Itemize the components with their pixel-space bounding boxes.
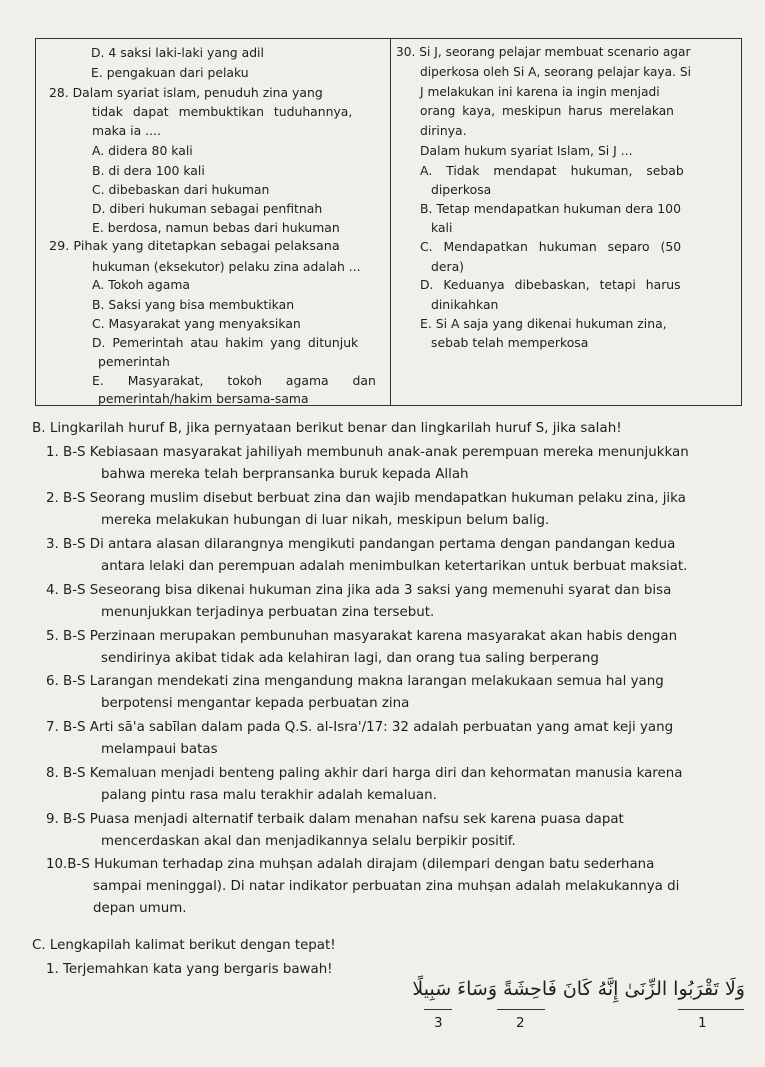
statement-1-cont: bahwa mereka telah berpransanka buruk kepada Allah (101, 467, 469, 482)
statement-10: 10.B-S Hukuman terhadap zina muhṣan adalah dirajam (dilempari dengan batu sederhana (46, 857, 655, 872)
table-line: pemerintah/hakim bersama-sama (98, 391, 309, 406)
question-30: 30. Si J, seorang pelajar membuat scenario agar (396, 45, 691, 59)
statement-1: 1. B-S Kebiasaan masyarakat jahiliyah membunuh anak-anak perempuan mereka menunjukkan (46, 445, 689, 460)
option-d: D. diberi hukuman sebagai penfitnah (92, 201, 323, 216)
label-2: 2 (516, 1015, 525, 1031)
option-b: B. Tetap mendapatkan hukuman dera 100 (420, 201, 681, 216)
option-a: A. Tidak mendapat hukuman, sebab (420, 163, 684, 178)
statement-10-cont: sampai meninggal). Di natar indikator perbuatan zina muhṣan adalah melakukannya di (93, 879, 680, 894)
underline-3 (424, 1009, 452, 1010)
table-line: dinikahkan (431, 297, 499, 312)
statement-9-cont: mencerdaskan akal dan menjadikannya selalu berpikir positif. (101, 834, 516, 849)
section-c-instruction: C. Lengkapilah kalimat berikut dengan tepat! (32, 938, 336, 953)
statement-6: 6. B-S Larangan mendekati zina mengandung makna larangan melakukaan semua hal yang (46, 674, 664, 689)
table-left-column (36, 39, 391, 405)
statement-7: 7. B-S Arti sā'a sabīlan dalam pada Q.S. al-Isra'/17: 32 adalah perbuatan yang amat keji yang (46, 720, 674, 735)
table-line: kali (431, 220, 453, 235)
question-29: 29. Pihak yang ditetapkan sebagai pelaksana (49, 239, 340, 254)
option-e: E. Masyarakat, tokoh agama dan (92, 373, 376, 388)
table-line: Dalam hukum syariat Islam, Si J ... (420, 143, 633, 158)
table-line: orang kaya, meskipun harus merelakan (420, 104, 674, 118)
option-e: E. Si A saja yang dikenai hukuman zina, (420, 316, 667, 331)
option-b: B. Saksi yang bisa membuktikan (92, 297, 295, 312)
statement-4: 4. B-S Seseorang bisa dikenai hukuman zina jika ada 3 saksi yang memenuhi syarat dan bisa (46, 583, 672, 598)
table-line: diperkosa (431, 182, 492, 197)
underline-2 (497, 1009, 545, 1010)
statement-3: 3. B-S Di antara alasan dilarangnya mengikuti pandangan pertama dengan pandangan kedua (46, 537, 676, 552)
table-right-column (391, 39, 741, 405)
arabic-verse: وَلَا تَقْرَبُوا الزِّنَىٰ إِنَّهُ كَانَ فَاحِشَةً وَسَاءَ سَبِيلًا (412, 978, 745, 1000)
statement-8: 8. B-S Kemaluan menjadi benteng paling akhir dari harga diri dan kehormatan manusia karena (46, 766, 683, 781)
option-d: D. Pemerintah atau hakim yang ditunjuk (92, 335, 359, 350)
table-line: E. pengakuan dari pelaku (91, 65, 249, 80)
section-b-instruction: B. Lingkarilah huruf B, jika pernyataan berikut benar dan lingkarilah huruf S, jika salah! (32, 420, 622, 436)
option-d: D. Keduanya dibebaskan, tetapi harus (420, 277, 681, 292)
label-1: 1 (698, 1015, 707, 1031)
statement-5: 5. B-S Perzinaan merupakan pembunuhan masyarakat karena masyarakat akan habis dengan (46, 629, 678, 644)
table-line: diperkosa oleh Si A, seorang pelajar kaya. Si (420, 65, 691, 79)
table-line: J melakukan ini karena ia ingin menjadi (420, 85, 660, 99)
option-a: A. didera 80 kali (92, 143, 193, 158)
option-c: C. dibebaskan dari hukuman (92, 182, 270, 197)
question-table (35, 38, 742, 406)
label-3: 3 (434, 1015, 443, 1031)
option-c: C. Mendapatkan hukuman separo (50 (420, 239, 682, 254)
statement-9: 9. B-S Puasa menjadi alternatif terbaik dalam menahan nafsu sek karena puasa dapat (46, 812, 624, 827)
section-c-item-1: 1. Terjemahkan kata yang bergaris bawah! (46, 962, 333, 977)
statement-4-cont: menunjukkan terjadinya perbuatan zina tersebut. (101, 605, 435, 620)
question-28-line (49, 85, 386, 100)
table-line: tidak dapat membuktikan tuduhannya, (92, 104, 353, 119)
table-line: 28. Dalam syariat islam, penuduh zina yang (49, 85, 323, 100)
statement-2-cont: mereka melakukan hubungan di luar nikah, meskipun belum balig. (101, 513, 550, 528)
underline-1 (678, 1009, 744, 1010)
table-line: maka ia .... (92, 123, 161, 138)
option-e: E. berdosa, namun bebas dari hukuman (92, 220, 340, 235)
statement-10-cont: depan umum. (93, 901, 187, 916)
option-b: B. di dera 100 kali (92, 163, 205, 178)
table-line: pemerintah (98, 354, 170, 369)
table-line: sebab telah memperkosa (431, 335, 589, 350)
table-line: D. 4 saksi laki-laki yang adil (91, 45, 264, 60)
option-a: A. Tokoh agama (92, 277, 190, 292)
statement-6-cont: berpotensi mengantar kepada perbuatan zina (101, 696, 410, 711)
table-line: dirinya. (420, 123, 467, 138)
statement-2: 2. B-S Seorang muslim disebut berbuat zina dan wajib mendapatkan hukuman pelaku zina, jika (46, 491, 686, 506)
table-line: dera) (431, 259, 465, 274)
option-c: C. Masyarakat yang menyaksikan (92, 316, 301, 331)
statement-7-cont: melampaui batas (101, 742, 218, 757)
statement-5-cont: sendirinya akibat tidak ada kelahiran lagi, dan orang tua saling berperang (101, 651, 599, 666)
statement-3-cont: antara lelaki dan perempuan adalah menimbulkan ketertarikan untuk berbuat maksiat. (101, 559, 688, 574)
table-line: hukuman (eksekutor) pelaku zina adalah ... (92, 259, 361, 274)
statement-8-cont: palang pintu rasa malu terakhir adalah kemaluan. (101, 788, 437, 803)
